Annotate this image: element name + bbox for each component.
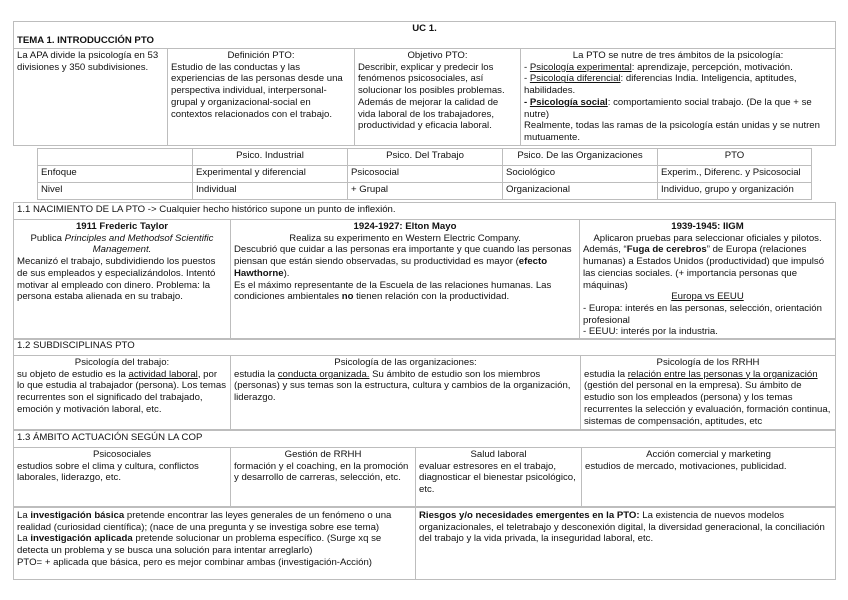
subdisciplines-table: [13, 338, 836, 430]
scope-item: [416, 448, 582, 508]
risks-cell: [416, 507, 836, 580]
scope-item-title: Salud laboral: [470, 449, 527, 460]
basic-research: La investigación básica pretende encontrar las leyes generales de un fenómeno o una realidad (curiosidad científica); (nace de una pregunta y se investiga sobre ese tema): [17, 510, 392, 533]
comparison-cell: + Grupal: [348, 183, 503, 200]
history-table: [13, 202, 836, 340]
risks-text: Riesgos y/o necesidades emergentes en la PTO: La existencia de nuevos modelos organizacionales, el teletrabajo y desconexión digital, la diversidad generacional, la conciliación del trabajo y la vida privada, la inseguridad laboral, etc.: [419, 510, 825, 545]
scope-item-title: Psicosociales: [92, 449, 152, 460]
section-title: 1.3 ÁMBITO ACTUACIÓN SEGÚN LA COP: [14, 431, 836, 448]
field-social: - Psicología social: comportamiento social trabajo. (De la que + se nutre): [524, 96, 812, 120]
section-title: 1.2 SUBDISCIPLINAS PTO: [14, 339, 836, 356]
research-table: [13, 506, 836, 580]
field-experimental: - Psicología experimental: aprendizaje, percepción, motivación.: [524, 61, 793, 73]
comparison-header: Psico. Del Trabajo: [348, 149, 503, 166]
objective-title: Objetivo PTO:: [407, 50, 468, 61]
scope-item: [14, 448, 231, 508]
research-types-cell: [14, 507, 416, 580]
objective-text: Describir, explicar y predecir los fenómenos psicosociales, así solucionar los posibles problemas. Además de mejorar la calidad de vida laboral de los trabajadores, productividad y eficacia laboral.: [358, 61, 505, 132]
comparison-header-row: [38, 149, 812, 166]
work-psych-title: Psicología del trabajo:: [74, 357, 170, 368]
comparison-cell: Individuo, grupo y organización: [658, 183, 812, 200]
comparison-cell: Enfoque: [38, 166, 193, 183]
intro-table: [13, 21, 836, 146]
definition-text: Estudio de las conductas y las experiencias de las personas desde una perspectiva individual, interpersonal-grupal y organizacional-social en contextos relacionados con el trabajo.: [171, 61, 343, 120]
wwii-vs: Europa vs EEUU: [671, 291, 744, 303]
comparison-row: [38, 183, 812, 200]
comparison-cell: Psicosocial: [348, 166, 503, 183]
comparison-cell: Individual: [193, 183, 348, 200]
hr-psych-title: Psicología de los RRHH: [656, 357, 760, 368]
applied-research: La investigación aplicada pretende solucionar un problema específico. (Surge xq se detecta un problema y se busca una solución para intentar arreglarlo): [17, 533, 382, 557]
wwii-text: Además, “Fuga de cerebros” de Europa (relaciones humanas) a Estados Unidos (productividad) que impulsó las ciencias sociales. (+ importancia personas que máquinas): [583, 244, 825, 291]
scope-item: [582, 448, 836, 508]
header-cell: [14, 22, 836, 49]
section-title: 1.1 NACIMIENTO DE LA PTO -> Cualquier hecho histórico supone un punto de inflexión.: [14, 203, 836, 220]
apa-cell: [14, 49, 168, 146]
unit-title: UC 1.: [412, 23, 437, 34]
taylor-title: 1911 Frederic Taylor: [75, 221, 169, 232]
scope-item-text: formación y el coaching, en la promoción y desarrollo de carreras, selección, etc.: [234, 460, 409, 484]
taylor-cell: [14, 220, 231, 340]
work-psych-text: su objeto de estudio es la actividad laboral, por lo que estudia al trabajador (persona). Los temas recurrentes son el significado del trabajado, emoción y motivación laboral, etc.: [17, 368, 227, 415]
fields-footer: Realmente, todas las ramas de la psicología están unidas y se nutren mutuamente.: [524, 120, 820, 143]
wwii-europe: - Europa: interés en las personas, selección, orientación profesional: [583, 302, 822, 326]
comparison-cell: Nivel: [38, 183, 193, 200]
hr-psych-text: estudia la relación entre las personas y la organización (gestión del personal en la empresa). Su ámbito de estudio son los empleados (persona) y los temas recurrentes la selección y evaluación, formación continua, sistemas de compensación, aptitudes, etc: [584, 368, 831, 427]
mayo-cell: [231, 220, 580, 340]
apa-text: La APA divide la psicología en 53 divisiones y 350 subdivisiones.: [17, 50, 159, 73]
scope-item-text: evaluar estresores en el trabajo, diagnosticar el bienestar psicológico, etc.: [419, 460, 576, 496]
scope-item-text: estudios sobre el clima y cultura, conflictos laborales, liderazgo, etc.: [17, 460, 199, 484]
comparison-header: [38, 149, 193, 166]
objective-cell: [355, 49, 521, 146]
mayo-title: 1924-1927: Elton Mayo: [353, 221, 457, 232]
comparison-header: PTO: [658, 149, 812, 166]
mayo-text-2: Es el máximo representante de la Escuela de las relaciones humanas. Las condiciones ambientales no tienen relación con la productividad.: [234, 279, 552, 303]
scope-item-title: Acción comercial y marketing: [646, 449, 771, 460]
comparison-cell: Sociológico: [503, 166, 658, 183]
definition-title: Definición PTO:: [227, 50, 295, 61]
org-psych-text: estudia la conducta organizada. Su ámbito de estudio son los miembros (personas) y sus temas son la estructura, cultura y cambios de la organización, liderazgo.: [234, 368, 571, 404]
comparison-row: [38, 166, 812, 183]
hr-psych-cell: [581, 356, 836, 430]
field-differential: - Psicología diferencial: diferencias India. Inteligencia, aptitudes, habilidades.: [524, 73, 797, 97]
mayo-subtitle: Realiza su experimento en Western Electric Company.: [289, 232, 521, 244]
comparison-cell: Experim., Diferenc. y Psicosocial: [658, 166, 812, 183]
comparison-table: [37, 148, 812, 200]
wwii-cell: [580, 220, 836, 340]
scope-table: [13, 430, 836, 508]
scope-item-text: estudios de mercado, motivaciones, publicidad.: [585, 460, 787, 472]
scope-item: [231, 448, 416, 508]
scope-item-title: Gestión de RRHH: [284, 449, 362, 460]
fields-cell: [521, 49, 836, 146]
mayo-text: Descubrió que cuidar a las personas era importante y que cuando las personas piensan que están siendo observadas, su productividad es mayor (efecto Hawthorne).: [234, 244, 572, 279]
fields-title: La PTO se nutre de tres ámbitos de la psicología:: [572, 50, 784, 61]
taylor-publication: Publica Principles and Methodsof Scientific Management.: [30, 232, 214, 256]
comparison-header: Psico. Industrial: [193, 149, 348, 166]
definition-cell: [168, 49, 355, 146]
org-psych-cell: [231, 356, 581, 430]
taylor-text: Mecanizó el trabajo, subdividiendo los puestos de sus empleados y especializándolos. Intentó motivar al empleado con dinero. Problema: la persona estaba alienada en su trabajo.: [17, 256, 216, 303]
wwii-subtitle: Aplicaron pruebas para seleccionar oficiales y pilotos.: [593, 232, 822, 244]
comparison-cell: Experimental y diferencial: [193, 166, 348, 183]
org-psych-title: Psicología de las organizaciones:: [334, 357, 477, 368]
wwii-title: 1939-1945: IIGM: [671, 221, 744, 232]
wwii-usa: - EEUU: interés por la industria.: [583, 326, 718, 338]
comparison-cell: Organizacional: [503, 183, 658, 200]
pto-research: PTO= + aplicada que básica, pero es mejor combinar ambas (investigación-Acción): [17, 556, 372, 568]
work-psych-cell: [14, 356, 231, 430]
topic-title: TEMA 1. INTRODUCCIÓN PTO: [17, 34, 154, 46]
comparison-header: Psico. De las Organizaciones: [503, 149, 658, 166]
